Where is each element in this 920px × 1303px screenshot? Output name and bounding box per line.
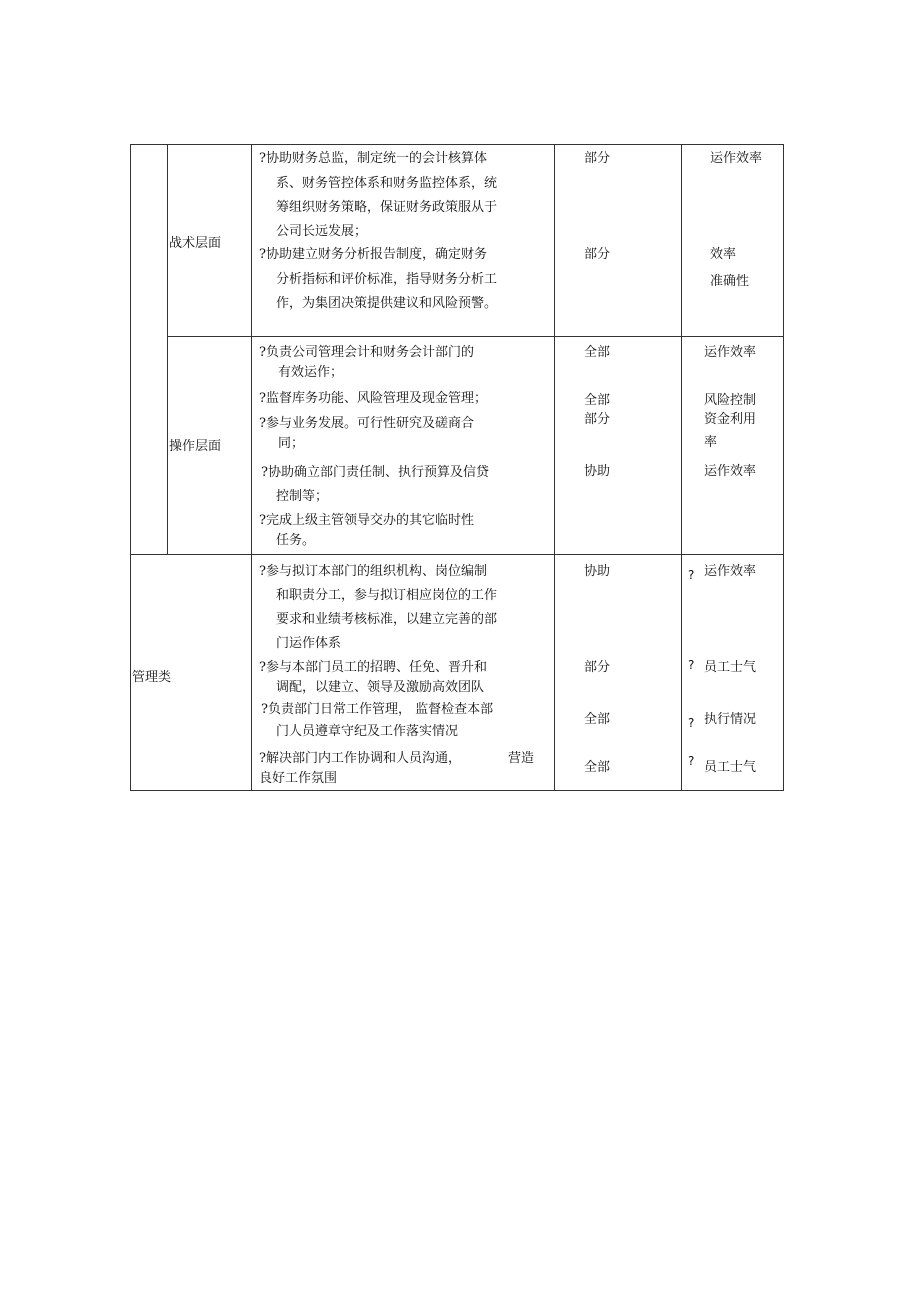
duty-text-line: 系、财务管控体系和财务监控体系，统 [276,176,498,191]
kpi-value: 运作效率 [704,464,757,479]
kpi-bullet-mark: ? [688,568,695,582]
role-value: 部分 [584,660,611,675]
role-value: 协助 [584,564,611,579]
duty-text-line: 分析指标和评价标准，指导财务分析工 [276,272,498,287]
kpi-value: 准确性 [710,274,750,289]
duty-text-line: ?协助财务总监，制定统一的会计核算体 [259,151,487,166]
duty-text-line: 和职责分工，参与拟订相应岗位的工作 [276,588,498,603]
kpi-value: 资金利用 [704,412,757,427]
role-value: 部分 [584,151,611,166]
kpi-bullet-mark: ? [688,716,695,730]
duty-text-line: 任务。 [276,533,316,548]
kpi-value: 员工士气 [704,760,757,775]
kpi-bullet-mark: ? [688,754,695,768]
duty-text-line: ?参与拟订本部门的组织机构、岗位编制 [259,564,487,579]
duty-text-line: 同； [278,436,305,451]
duty-text-line: 要求和业绩考核标准，以建立完善的部 [276,612,498,627]
divider-role-left [554,144,555,791]
duty-text-line: 作，为集团决策提供建议和风险预警。 [276,296,498,311]
duty-text-line: ?协助建立财务分析报告制度，确定财务 [259,247,487,262]
divider-duty-left [251,144,252,791]
role-value: 全部 [584,760,611,775]
divider-row-1 [167,336,784,337]
role-value: 协助 [584,464,611,479]
divider-kpi-left [681,144,682,791]
kpi-value: 率 [704,435,718,450]
duty-text-line: ?协助确立部门责任制、执行预算及信贷 [261,465,489,480]
duty-text-line: 调配，以建立、领导及激励高效团队 [276,680,485,695]
divider-cat-left [167,144,168,555]
duty-text-line: ?参与业务发展。可行性研究及磋商合 [259,416,474,431]
kpi-value: 效率 [710,247,737,262]
duty-text-line: 门人员遵章守纪及工作落实情况 [276,724,459,739]
duty-text-line: 公司长远发展； [276,224,368,239]
divider-row-2 [130,554,784,555]
section-label-management: 管理类 [132,670,172,685]
duty-text-line: 有效运作； [278,365,344,380]
duty-text-line: 控制等； [276,489,329,504]
kpi-value: 执行情况 [704,712,757,727]
duty-text-line: ?监督库务功能、风险管理及现金管理； [259,391,487,406]
duty-text-line: 良好工作氛围 [259,771,338,786]
kpi-value: 风险控制 [704,393,757,408]
role-value: 全部 [584,345,611,360]
duty-text-line: 门运作体系 [276,636,342,651]
duty-text-line: ?负责部门日常工作管理， 监督检查本部 [261,702,494,717]
role-value: 部分 [584,247,611,262]
duty-text-line: ?负责公司管理会计和财务会计部门的 [259,345,474,360]
section-label-operational: 操作层面 [169,439,222,454]
role-value: 部分 [584,412,611,427]
kpi-value: 运作效率 [710,151,763,166]
kpi-bullet-mark: ? [688,658,695,672]
duty-text-line: ?完成上级主管领导交办的其它临时性 [259,513,474,528]
role-value: 全部 [584,712,611,727]
duty-text-line: ?参与本部门员工的招聘、任免、晋升和 [259,660,487,675]
kpi-value: 运作效率 [704,345,757,360]
duty-text-line: ?解决部门内工作协调和人员沟通， [259,751,461,766]
kpi-value: 员工士气 [704,660,757,675]
kpi-value: 运作效率 [704,564,757,579]
role-value: 全部 [584,393,611,408]
duty-text-line: 筹组织财务策略，保证财务政策服从于 [276,200,498,215]
duty-text-line: 营造 [508,751,535,766]
section-label-tactical: 战术层面 [169,236,222,251]
